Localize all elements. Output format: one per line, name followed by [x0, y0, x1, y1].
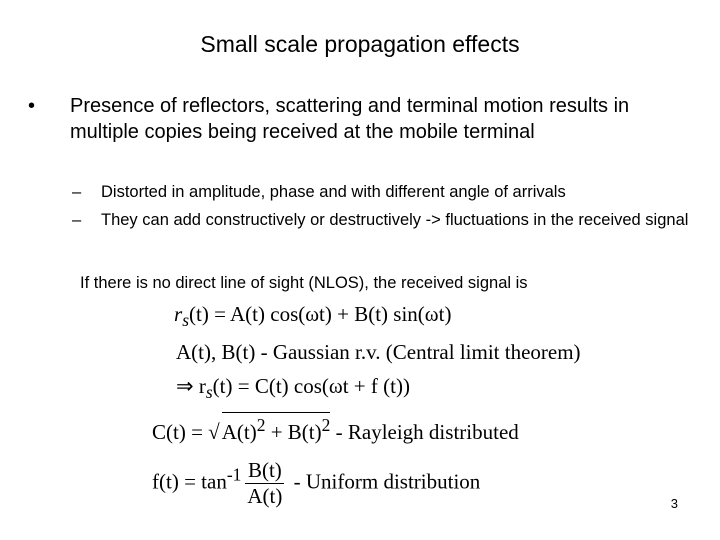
eq-part: A(t) [221, 420, 257, 444]
eq-part: - Gaussian r.v. (Central limit theorem) [255, 340, 581, 364]
equation-rayleigh [152, 412, 519, 445]
main-bullet [28, 93, 678, 145]
eq-part: C(t) = [152, 420, 209, 444]
equation-gaussian [176, 340, 581, 365]
fraction [245, 458, 284, 509]
sqrt-symbol: √ [208, 420, 220, 444]
eq-part: r [174, 302, 183, 326]
sub-bullet-marker: – [72, 183, 82, 201]
eq-part: - Rayleigh distributed [330, 420, 519, 444]
eq-part: A(t), B(t) [176, 340, 256, 364]
bullet-marker: • [28, 95, 36, 117]
fraction-numerator: B(t) [245, 458, 284, 484]
sub-bullet-text: They can add constructively or destructively -> fluctuations in the received signal [101, 211, 689, 229]
sub-bullet-marker: – [72, 211, 82, 229]
eq-part: (t) = C(t) cos(ωt + f (t)) [212, 374, 410, 398]
eq-part: (t) = A(t) cos(ωt) + B(t) sin(ωt) [189, 302, 452, 326]
eq-exponent: -1 [226, 464, 242, 485]
eq-subscript: s [205, 382, 213, 403]
eq-exponent: 2 [256, 415, 266, 435]
page-number: 3 [670, 496, 678, 511]
eq-part: ⇒ r [176, 374, 206, 398]
equation-envelope-phase [176, 374, 410, 403]
sub-bullet [72, 180, 692, 204]
bullet-text: Presence of reflectors, scattering and terminal motion results in multiple copies being received at the mobile terminal [70, 95, 630, 143]
equation-received-signal [174, 302, 451, 331]
intro-text: If there is no direct line of sight (NLOS), the received signal is [80, 274, 528, 292]
eq-part: - Uniform distribution [288, 469, 481, 494]
eq-part: f(t) = tan [152, 469, 227, 494]
eq-subscript: s [182, 310, 189, 331]
sqrt-body [222, 412, 331, 445]
sub-bullet [72, 208, 692, 232]
fraction-denominator: A(t) [247, 484, 283, 508]
eq-part: + B(t) [265, 420, 322, 444]
sub-bullet-text: Distorted in amplitude, phase and with different angle of arrivals [101, 183, 566, 201]
equation-uniform [152, 458, 480, 509]
eq-exponent: 2 [321, 415, 331, 435]
slide-title: Small scale propagation effects [200, 31, 520, 57]
